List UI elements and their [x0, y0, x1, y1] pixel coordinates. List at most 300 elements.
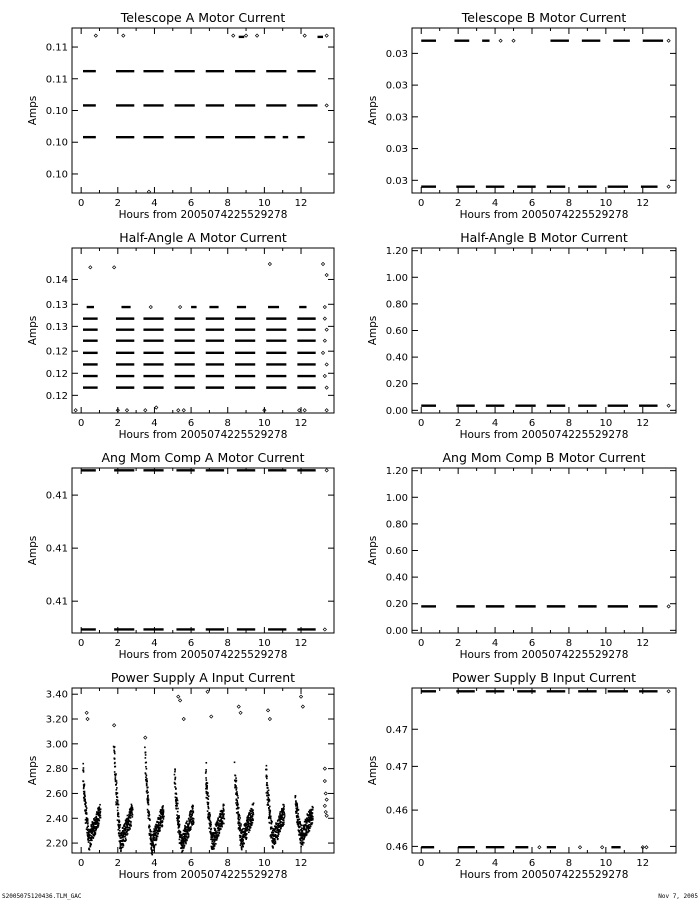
y-tick-label: 0.80 [385, 299, 408, 311]
x-tick-label: 10 [258, 418, 271, 429]
data-point [178, 820, 180, 822]
data-point [117, 812, 119, 814]
x-tick-label: 8 [565, 418, 573, 429]
y-tick-label: 0.80 [385, 519, 408, 531]
data-point [131, 812, 133, 814]
data-cycle [82, 763, 101, 851]
data-point [115, 776, 117, 778]
data-point [115, 774, 117, 776]
data-point [248, 821, 250, 823]
data-point [268, 795, 270, 797]
data-point [176, 798, 178, 800]
data-point [87, 820, 89, 822]
data-point [236, 801, 238, 803]
data-point [283, 804, 285, 806]
data-point [236, 800, 238, 802]
y-axis-label: Amps [27, 95, 39, 126]
data-point [243, 843, 245, 845]
data-point [266, 765, 268, 767]
data-point [149, 829, 151, 831]
data-point [266, 776, 268, 778]
data-point [325, 363, 328, 366]
data-point [155, 844, 157, 846]
x-tick-label: 6 [187, 638, 195, 649]
data-point [152, 849, 154, 851]
data-point [303, 833, 305, 835]
data-point [127, 833, 129, 835]
x-tick-label: 2 [114, 418, 121, 429]
data-point [206, 779, 208, 781]
data-point [174, 774, 176, 776]
data-point [237, 804, 239, 806]
plot-frame [412, 248, 676, 413]
data-point [275, 841, 277, 843]
data-point [208, 803, 210, 805]
data-point [212, 841, 214, 843]
data-point [312, 807, 314, 809]
data-point [205, 771, 207, 773]
y-tick-label: 0.03 [385, 80, 408, 92]
x-tick-label: 8 [224, 198, 231, 209]
data-point [243, 828, 245, 830]
x-tick-label: 6 [528, 638, 536, 649]
x-tick-label: 4 [491, 418, 499, 429]
data-point [174, 771, 176, 773]
data-cycle [174, 768, 195, 853]
data-point [499, 39, 502, 42]
y-axis-label: Amps [27, 755, 39, 786]
data-point [90, 844, 92, 846]
data-point [149, 819, 151, 821]
data-point [283, 806, 285, 808]
y-tick-label: 0.41 [45, 543, 68, 555]
data-point [122, 827, 124, 829]
data-point [210, 715, 213, 718]
data-point [235, 789, 237, 791]
data-point [119, 830, 121, 832]
data-point [93, 824, 95, 826]
data-point [207, 782, 209, 784]
data-point [95, 816, 97, 818]
y-tick-label: 3.40 [45, 689, 68, 701]
data-point [223, 809, 225, 811]
data-point [93, 837, 95, 839]
x-tick-label: 8 [565, 638, 573, 649]
data-point [323, 779, 326, 782]
y-tick-label: 0.40 [385, 572, 408, 584]
footer-left-text: S2005075120436.TLM_GAC [2, 893, 82, 900]
data-point [176, 805, 178, 807]
data-point [158, 822, 160, 824]
data-point [116, 780, 118, 782]
data-point [127, 824, 129, 826]
y-axis-label: Amps [27, 315, 39, 346]
data-point [177, 800, 179, 802]
data-point [325, 798, 328, 801]
data-point [83, 771, 85, 773]
y-tick-label: 1.00 [385, 272, 408, 284]
x-tick-label: 12 [294, 858, 308, 869]
data-point [305, 834, 307, 836]
data-point [84, 784, 86, 786]
data-point [192, 807, 194, 809]
y-tick-label: 0.20 [385, 379, 408, 391]
x-axis-label: Hours from 2005074225529278 [459, 209, 629, 221]
data-point [184, 825, 186, 827]
data-point [299, 695, 302, 698]
data-point [324, 792, 327, 795]
data-point [267, 787, 269, 789]
data-point [148, 804, 150, 806]
x-tick-label: 6 [528, 858, 536, 869]
data-point [148, 801, 150, 803]
chart-title: Ang Mom Comp A Motor Current [101, 450, 305, 465]
x-tick-label: 2 [114, 198, 121, 209]
data-point [85, 711, 88, 714]
y-axis-label: Amps [367, 315, 379, 346]
y-tick-label: 0.13 [45, 321, 68, 333]
data-cycle [144, 747, 165, 856]
x-tick-label: 10 [599, 858, 613, 869]
data-point [117, 810, 119, 812]
x-axis-label: Hours from 2005074225529278 [118, 869, 288, 881]
data-point [182, 409, 185, 412]
data-point [239, 827, 241, 829]
data-point [216, 839, 218, 841]
y-tick-label: 0.60 [385, 546, 408, 557]
data-point [248, 831, 250, 833]
data-point [235, 786, 237, 788]
data-point [178, 822, 180, 824]
data-point [193, 812, 195, 814]
x-tick-label: 10 [258, 198, 271, 209]
data-point [300, 846, 302, 848]
data-point [216, 825, 218, 827]
data-point [299, 821, 301, 823]
data-point [145, 757, 147, 759]
data-point [268, 804, 270, 806]
data-point [154, 846, 156, 848]
panels [27, 10, 676, 881]
y-tick-label: 0.47 [385, 724, 408, 736]
data-point [130, 817, 132, 819]
data-point [150, 831, 152, 833]
data-point [178, 699, 181, 702]
data-point [122, 34, 125, 37]
data-point [321, 351, 324, 354]
data-point [245, 833, 247, 835]
data-point [163, 812, 165, 814]
data-point [207, 798, 209, 800]
data-point [191, 814, 193, 816]
data-point [274, 838, 276, 840]
data-point [324, 810, 327, 813]
data-point [113, 266, 116, 269]
chart-title: Telescope B Motor Current [461, 10, 627, 25]
y-tick-label: 0.11 [45, 74, 68, 86]
data-point [214, 829, 216, 831]
data-point [178, 815, 180, 817]
data-point [223, 814, 225, 816]
data-point [162, 805, 164, 807]
data-point [309, 809, 311, 811]
data-point [120, 837, 122, 839]
data-point [239, 819, 241, 821]
data-point [667, 404, 670, 407]
data-point [146, 775, 148, 777]
data-point [325, 469, 328, 472]
y-tick-label: 0.11 [45, 42, 68, 54]
data-point [252, 822, 254, 824]
data-point [303, 409, 306, 412]
data-point [148, 811, 150, 813]
data-point [177, 803, 179, 805]
y-tick-label: 2.20 [45, 838, 68, 850]
data-point [84, 799, 86, 801]
data-point [124, 831, 126, 833]
data-point [236, 780, 238, 782]
data-point [645, 846, 648, 849]
data-point [252, 816, 254, 818]
data-point [273, 832, 275, 834]
chart-title: Telescope A Motor Current [120, 10, 286, 25]
y-tick-label: 0.03 [385, 144, 408, 156]
plot-frame [72, 248, 334, 413]
data-point [86, 822, 88, 824]
data-point [239, 711, 242, 714]
data-point [117, 792, 119, 794]
data-point [122, 846, 124, 848]
data-point [82, 769, 84, 771]
data-point [151, 847, 153, 849]
data-point [91, 839, 93, 841]
data-point [183, 843, 185, 845]
data-point [129, 827, 131, 829]
data-point [193, 818, 195, 820]
data-point [223, 807, 225, 809]
data-point [601, 846, 604, 849]
data-point [177, 811, 179, 813]
data-point [269, 813, 271, 815]
data-point [116, 787, 118, 789]
data-cycle [294, 795, 313, 847]
x-tick-label: 0 [418, 198, 425, 209]
y-tick-label: 1.20 [385, 246, 408, 258]
data-point [667, 39, 670, 42]
data-point [214, 835, 216, 837]
data-point [177, 409, 180, 412]
data-point [144, 752, 146, 754]
data-point [269, 822, 271, 824]
data-point [95, 833, 97, 835]
data-point [325, 814, 328, 817]
x-tick-label: 8 [224, 418, 231, 429]
data-point [130, 825, 132, 827]
data-point [266, 778, 268, 780]
data-point [118, 804, 120, 806]
data-point [300, 840, 302, 842]
data-point [182, 850, 184, 852]
data-point [251, 823, 253, 825]
data-point [147, 809, 149, 811]
data-point [176, 793, 178, 795]
data-point [179, 839, 181, 841]
data-point [115, 801, 117, 803]
data-point [210, 829, 212, 831]
data-point [578, 846, 581, 849]
data-point [114, 758, 116, 760]
data-point [152, 852, 154, 854]
data-point [301, 705, 304, 708]
chart-title: Half-Angle B Motor Current [460, 230, 628, 245]
data-point [91, 836, 93, 838]
data-point [184, 845, 186, 847]
data-point [266, 782, 268, 784]
y-tick-label: 0.20 [385, 599, 408, 611]
data-point [297, 813, 299, 815]
data-point [187, 833, 189, 835]
data-point [89, 849, 91, 851]
y-tick-label: 0.03 [385, 175, 408, 187]
data-point [235, 777, 237, 779]
data-point [86, 717, 89, 720]
data-point [207, 792, 209, 794]
data-point [234, 774, 236, 776]
data-point [325, 328, 328, 331]
data-point [208, 812, 210, 814]
data-point [174, 786, 176, 788]
data-point [267, 797, 269, 799]
data-point [248, 817, 250, 819]
data-point [309, 824, 311, 826]
data-point [298, 409, 301, 412]
data-point [224, 818, 226, 820]
data-point [218, 822, 220, 824]
data-point [120, 850, 122, 852]
data-point [146, 781, 148, 783]
data-point [188, 818, 190, 820]
y-tick-label: 0.12 [45, 390, 68, 402]
data-point [266, 792, 268, 794]
data-point [86, 807, 88, 809]
data-point [274, 842, 276, 844]
x-tick-label: 10 [599, 418, 613, 429]
data-point [277, 835, 279, 837]
plot-frame [72, 468, 334, 633]
data-point [238, 807, 240, 809]
data-point [217, 837, 219, 839]
data-point [144, 747, 146, 749]
data-point [303, 842, 305, 844]
data-point [125, 829, 127, 831]
data-point [247, 827, 249, 829]
data-point [124, 835, 126, 837]
data-point [132, 808, 134, 810]
data-point [280, 827, 282, 829]
data-point [310, 826, 312, 828]
data-point [175, 788, 177, 790]
x-tick-label: 0 [77, 418, 85, 429]
data-point [210, 825, 212, 827]
data-point [147, 791, 149, 793]
x-tick-label: 12 [636, 858, 650, 869]
data-point [132, 816, 134, 818]
x-axis-label: Hours from 2005074225529278 [118, 429, 288, 441]
data-point [174, 769, 176, 771]
y-tick-label: 0.00 [385, 625, 408, 637]
x-tick-label: 12 [636, 638, 650, 649]
data-point [271, 821, 273, 823]
data-point [174, 779, 176, 781]
y-tick-label: 0.60 [385, 326, 408, 337]
data-point [323, 339, 326, 342]
data-point [207, 806, 209, 808]
data-point [100, 811, 102, 813]
data-point [153, 839, 155, 841]
data-point [213, 848, 215, 850]
data-point [309, 827, 311, 829]
data-point [219, 824, 221, 826]
data-point [178, 305, 181, 308]
data-point [214, 845, 216, 847]
data-point [250, 810, 252, 812]
data-point [237, 795, 239, 797]
data-point [120, 824, 122, 826]
data-point [223, 823, 225, 825]
x-tick-label: 2 [114, 858, 121, 869]
data-point [268, 262, 271, 265]
plot-frame [412, 468, 676, 633]
data-point [186, 820, 188, 822]
data-point [113, 724, 116, 727]
x-tick-label: 12 [294, 638, 308, 649]
data-point [282, 823, 284, 825]
data-point [191, 816, 193, 818]
data-point [210, 820, 212, 822]
data-point [236, 792, 238, 794]
data-point [323, 305, 326, 308]
data-point [154, 837, 156, 839]
data-point [297, 806, 299, 808]
y-tick-label: 0.41 [45, 596, 68, 608]
data-point [295, 795, 297, 797]
y-tick-label: 0.10 [45, 106, 68, 117]
x-tick-label: 2 [454, 858, 462, 869]
plot-frame [72, 28, 334, 193]
data-point [145, 754, 147, 756]
data-point [305, 829, 307, 831]
data-point [271, 823, 273, 825]
x-tick-label: 4 [491, 858, 499, 869]
y-axis-label: Amps [27, 535, 39, 566]
x-tick-label: 4 [151, 418, 158, 429]
data-point [190, 820, 192, 822]
data-point [86, 813, 88, 815]
y-tick-label: 0.14 [45, 274, 68, 286]
x-tick-label: 10 [258, 638, 271, 649]
y-tick-label: 1.00 [385, 492, 408, 504]
data-point [100, 815, 102, 817]
data-point [84, 803, 86, 805]
y-tick-label: 0.10 [45, 169, 68, 181]
data-point [237, 705, 240, 708]
data-cycle [265, 765, 285, 849]
data-point [298, 824, 300, 826]
x-tick-label: 8 [565, 858, 573, 869]
x-tick-label: 10 [599, 198, 613, 209]
x-tick-label: 8 [565, 198, 573, 209]
data-point [125, 837, 127, 839]
